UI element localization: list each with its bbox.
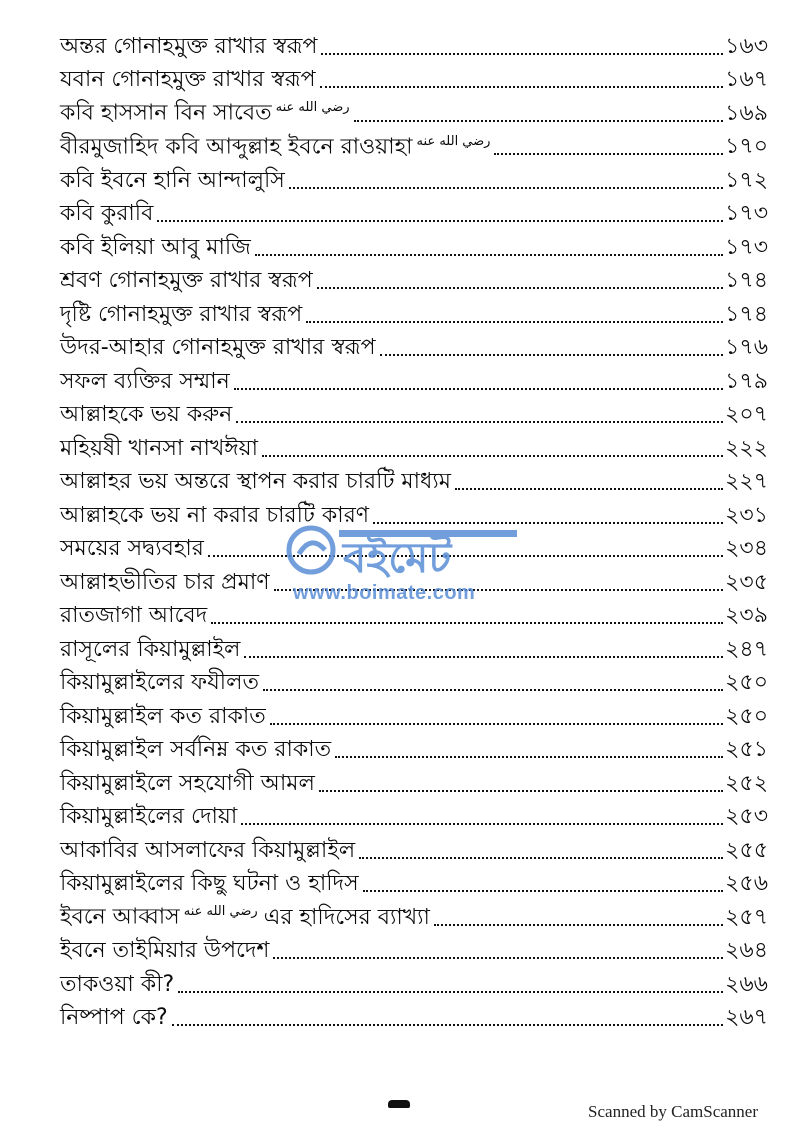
watermark-url: www.boimate.com [293,582,476,604]
toc-entry-title-text: কবি কুরাবি [60,201,154,226]
dot-leader [244,655,723,658]
toc-entry-title-text: সময়ের সদ্ব্যবহার [60,536,204,561]
dot-leader [270,722,723,725]
toc-entry-title-text: কবি ইবনে হানি আন্দালুসি [60,167,285,193]
toc-entry [60,663,768,697]
toc-entry-title [60,129,490,160]
toc-entry-title-text: কিয়ামুল্লাইলের কিছু ঘটনা ও হাদিস [60,871,359,896]
toc-entry-page-number: ২২৭ [725,469,768,494]
toc-entry-page-number: ১৬৩ [725,33,768,59]
honorific-calligraphy-icon: رضي الله عنه [183,904,258,920]
toc-entry-title [60,67,316,93]
toc-entry-title-text: বীরমুজাহিদ কবি আব্দুল্লাহ ইবনে রাওয়াহা [60,134,413,159]
toc-entry-title [60,369,230,395]
toc-entry-title [60,335,376,361]
toc-entry [60,696,768,730]
toc-entry-title-text: উদর-আহার গোনাহমুক্ত রাখার স্বরূপ [60,335,376,360]
dot-leader [234,387,723,390]
toc-entry-page-number: ১৭২ [725,167,768,193]
toc-entry-title [60,670,259,696]
dot-leader [255,253,723,256]
toc-entry-title [60,1005,168,1031]
toc-entry [60,227,768,261]
dot-leader [319,789,723,792]
toc-entry-title [60,704,266,730]
toc-entry-page-number: ২৬৬ [725,971,768,997]
dot-leader [354,119,724,122]
toc-entry [60,60,768,94]
toc-entry-page-number: ১৬৯ [725,100,768,126]
toc-entry-title-text: কিয়ামুল্লাইলে সহযোগী আমল [60,770,315,796]
dot-leader [306,320,723,323]
toc-entry-title [60,201,153,227]
toc-entry [60,797,768,831]
toc-entry-title-text: মহিয়ষী খানসা নাখঈয়া [60,435,258,461]
toc-entry [60,462,768,496]
toc-entry [60,931,768,965]
dot-leader [273,956,723,959]
dot-leader [321,52,723,55]
dot-leader [262,454,723,457]
toc-entry-title-text: আল্লাহর ভয় অন্তরে স্থাপন করার চারটি মাধ্যম [60,469,451,494]
toc-entry-title-text: অন্তর গোনাহমুক্ত রাখার স্বরূপ [60,33,318,59]
toc-entry [60,964,768,998]
toc-entry-title-text: আল্লাহকে ভয় না করার চারটি কারণ [60,502,370,528]
dot-leader [359,856,723,859]
toc-entry-title-text: কিয়ামুল্লাইল সর্বনিম্ন কত রাকাত [60,737,332,762]
toc-entry [60,998,768,1032]
toc-entry-title [60,804,237,830]
dot-leader [289,186,723,189]
toc-entry-title-text: রাতজাগা আবেদ [60,603,208,628]
dot-leader [236,420,723,423]
toc-entry [60,328,768,362]
honorific-calligraphy-icon: رضي الله عنه [416,133,491,149]
toc-entry-page-number: ১৬৭ [725,67,768,92]
toc-entry-page-number: ২২২ [725,435,768,461]
toc-entry-title-text: ইবনে আব্বাস [60,904,180,930]
toc-entry [60,361,768,395]
toc-entry-title [60,570,270,596]
toc-entry-title-suffix: এর হাদিসের ব্যাখ্যা [263,904,430,930]
toc-entry-page-number: ২৬৪ [725,938,768,963]
toc-entry-page-number: ২৩৯ [725,603,768,628]
toc-entry-page-number: ২৫৩ [725,804,768,829]
toc-entry-title [60,469,451,495]
toc-entry [60,428,768,462]
toc-entry-page-number: ২৫২ [725,770,768,796]
watermark [285,520,525,610]
dot-leader [363,889,723,892]
dot-leader [178,990,723,993]
toc-entry-title-text: আল্লাহকে ভয় করুন [60,402,233,427]
toc-entry-title-text: কিয়ামুল্লাইল কত রাকাত [60,703,266,729]
toc-entry [60,26,768,60]
dot-leader [263,688,723,691]
toc-entry [60,160,768,194]
toc-entry-title-text: ইবনে তাইমিয়ার উপদেশ [60,938,270,963]
toc-entry-page-number: ২৩৪ [725,536,768,561]
toc-entry-title-text: আকাবির আসলাফের কিয়ামুল্লাইল [60,837,356,863]
toc-entry-page-number: ২৫৭ [725,904,768,930]
dot-leader [211,621,723,624]
toc-entry-title-text: কিয়ামুল্লাইলের ফযীলত [60,670,259,695]
toc-entry-page-number: ১৭৪ [725,301,768,327]
toc-entry [60,294,768,328]
toc-entry-title-text: দৃষ্টি গোনাহমুক্ত রাখার স্বরূপ [60,301,303,327]
boimate-logo-icon [285,520,525,582]
dot-leader [434,923,723,926]
toc-entry-title [60,536,204,562]
toc-entry [60,763,768,797]
toc-entry-page-number: ১৭৪ [725,268,768,293]
toc-entry-page-number: ২৫১ [725,737,768,762]
honorific-calligraphy-icon: رضي الله عنه [275,100,350,116]
toc-entry [60,93,768,127]
dot-leader [317,286,723,289]
toc-entry-title [60,637,240,663]
toc-entry-page-number: ১৭৩ [725,201,768,226]
dot-leader [241,822,723,825]
toc-entry [60,261,768,295]
page-number-mark [388,1100,410,1108]
toc-entry [60,730,768,764]
toc-entry [60,897,768,931]
toc-entry-title-text: তাকওয়া কী? [60,971,175,997]
toc-entry-title-text: যবান গোনাহমুক্ত রাখার স্বরূপ [60,67,316,92]
toc-entry-page-number: ১৭৬ [725,335,768,360]
toc-entry-title-text: আল্লাহভীতির চার প্রমাণ [60,569,270,595]
toc-entry [60,629,768,663]
toc-entry-title [60,402,232,428]
toc-entry-title [60,771,315,797]
toc-entry-title [60,972,174,998]
toc-entry [60,864,768,898]
dot-leader [380,353,724,356]
watermark-logo-text: বইমেট [343,533,452,582]
dot-leader [494,152,723,155]
toc-entry-title [60,938,269,964]
toc-entry-title [60,838,355,864]
toc-entry-title-text: কবি ইলিয়া আবু মাজি [60,234,251,260]
toc-entry-title-text: শ্রবণ গোনাহমুক্ত রাখার স্বরূপ [60,268,313,293]
dot-leader [335,755,723,758]
toc-entry-page-number: ২৫০ [725,670,768,695]
toc-entry-title [60,603,207,629]
toc-entry-page-number: ১৭৯ [725,368,768,394]
scanner-label: Scanned by CamScanner [588,1102,758,1121]
toc-entry-title [60,168,285,194]
toc-entry [60,194,768,228]
toc-entry [60,830,768,864]
toc-entry-page-number: ২৪৭ [725,636,768,662]
toc-entry-title [60,871,359,897]
dot-leader [455,487,723,490]
toc-entry-page-number: ১৭০ [725,134,768,159]
toc-entry-title-text: কিয়ামুল্লাইলের দোয়া [60,804,238,829]
toc-entry-title-text: রাসূলের কিয়ামুল্লাইল [60,636,241,662]
toc-entry-title [60,34,317,60]
toc-entry-page-number: ২৫৬ [725,871,768,896]
toc-entry-title-text: সফল ব্যক্তির সম্মান [60,368,230,394]
toc-entry-title-text: কবি হাসসান বিন সাবেত [60,100,272,126]
toc-entry-title [60,302,302,328]
toc-entry [60,127,768,161]
toc-entry-title [60,95,350,126]
dot-leader [157,219,723,222]
dot-leader [172,1023,723,1026]
toc-entry-page-number: ২৫৫ [725,837,768,863]
toc-entry-page-number: ২৩৫ [725,569,768,595]
toc-entry-page-number: ২০৭ [725,402,768,427]
toc-entry-title [60,436,258,462]
toc-entry [60,395,768,429]
toc-entry-title [60,235,251,261]
toc-entry-page-number: ২৫০ [725,703,768,729]
toc-entry-title-text: নিষ্পাপ কে? [60,1005,168,1030]
toc-entry-title [60,268,313,294]
toc-entry-page-number: ২৩১ [725,502,768,528]
toc-entry-title [60,899,430,930]
toc-entry-page-number: ২৬৭ [725,1005,768,1030]
dot-leader [320,85,724,88]
toc-entry-page-number: ১৭৩ [725,234,768,260]
toc-entry-title [60,737,331,763]
